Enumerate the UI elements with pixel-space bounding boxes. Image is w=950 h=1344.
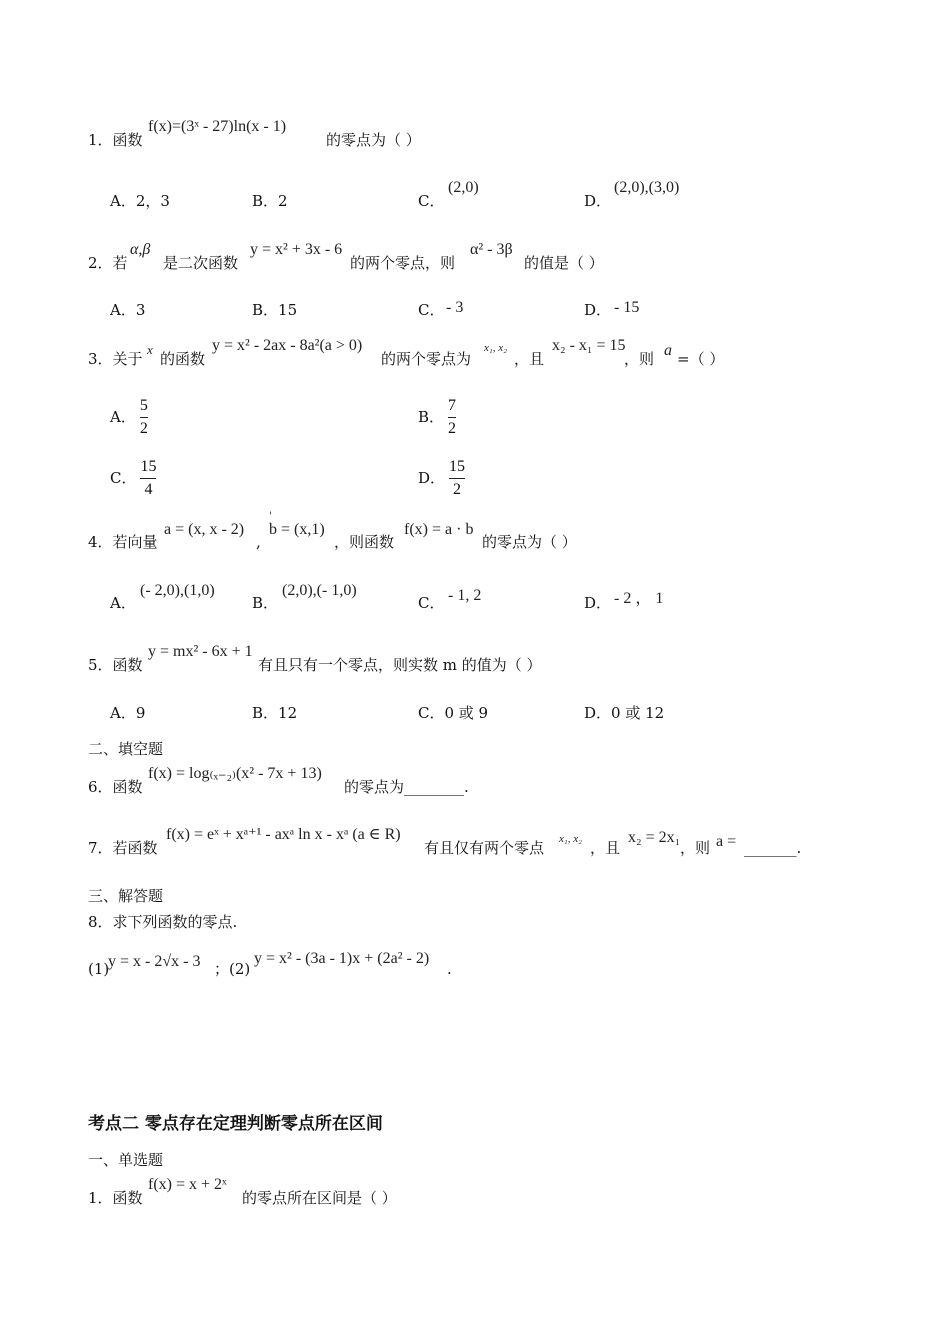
q3-option-a-label: A． — [110, 408, 136, 427]
denominator: 2 — [453, 481, 462, 499]
q3-math-a: a — [664, 342, 672, 359]
q3-text-1: 的函数 — [160, 350, 206, 368]
denominator: 2 — [139, 420, 148, 438]
q3-option-c — [110, 458, 156, 500]
denominator: 4 — [144, 481, 153, 499]
q6-math-function: f(x) = log₍ₓ₋₂₎(x² - 7x + 13) — [148, 765, 322, 782]
vector-arrow-icon: ' — [269, 511, 272, 522]
q7-answer-blank: _______. — [744, 839, 802, 857]
q2-option-c-math: - 3 — [446, 299, 464, 316]
q4-math-vector-b: b = (x,1) — [269, 521, 325, 538]
q3-math-x: x — [147, 342, 153, 357]
q7-text-2: ，且 — [590, 839, 621, 857]
q5-text-1: 有且只有一个零点，则实数 m 的值为（ ） — [258, 656, 542, 674]
q3-option-c-fraction — [140, 458, 156, 500]
q3-text-3: ，且 — [514, 350, 545, 368]
q7-number: 7．若函数 — [88, 839, 158, 857]
q7-math-roots: x₁, x₂ — [559, 833, 582, 845]
q7-math-condition: x₂ = 2x₁ — [628, 829, 681, 846]
q8-number: 8．求下列函数的零点. — [88, 913, 238, 931]
q2-option-a: A．3 — [110, 301, 146, 319]
q3-option-d-fraction — [449, 458, 465, 500]
q3-option-a-fraction — [140, 397, 148, 439]
q8-separator: ；(2) — [214, 960, 251, 978]
q6-text-1: 的零点为________. — [344, 778, 469, 796]
q9-text-1: 的零点所在区间是（ ） — [242, 1189, 397, 1207]
q7-math-a: a = — [716, 833, 737, 850]
q8-part-1: (1) — [88, 960, 110, 978]
q3-option-c-label: C． — [110, 469, 137, 488]
q3-option-a — [110, 397, 148, 439]
q4-option-c-math: - 1, 2 — [448, 587, 482, 604]
q3-option-b-label: B． — [418, 408, 445, 427]
q4-option-d-math: - 2 ， 1 — [614, 590, 664, 607]
q4-option-a: A． — [110, 594, 136, 612]
q5-option-a: A．9 — [110, 704, 146, 722]
q7-text-3: ，则 — [680, 839, 711, 857]
q3-math-condition: x₂ - x₁ = 15 — [552, 337, 626, 354]
q2-text-3: 的值是（ ） — [524, 254, 604, 272]
q1-option-d: D． — [584, 192, 612, 210]
q5-option-c: C．0 或 9 — [418, 704, 489, 722]
q1-suffix: 的零点为（ ） — [326, 131, 421, 149]
q3-option-d-label: D． — [418, 469, 446, 488]
q8-math-function-2: y = x² - (3a - 1)x + (2a² - 2) — [254, 950, 430, 967]
q2-math-alpha-beta: α,β — [130, 241, 151, 258]
numerator: 15 — [140, 458, 157, 475]
numerator: 5 — [139, 397, 148, 414]
q4-text-3: 的零点为（ ） — [482, 533, 577, 551]
q3-math-roots: x₁, x₂ — [484, 342, 507, 354]
q1-option-c: C． — [418, 192, 445, 210]
q2-math-expression: α² - 3β — [470, 241, 513, 258]
q3-option-b — [418, 397, 456, 439]
q5-number: 5．函数 — [88, 656, 143, 674]
q5-math-function: y = mx² - 6x + 1 — [148, 643, 253, 660]
q2-text-1: 是二次函数 — [163, 254, 239, 272]
q1-option-a: A．2，3 — [110, 192, 170, 210]
q4-option-c: C． — [418, 594, 445, 612]
q2-option-d-math: - 15 — [614, 299, 640, 316]
q2-math-function: y = x² + 3x - 6 — [250, 241, 343, 258]
q1-formula: f(x)=(3ˣ - 27)ln(x - 1) — [148, 118, 287, 135]
q3-text-4: ，则 — [624, 350, 655, 368]
denominator: 2 — [448, 420, 457, 438]
q3-number: 3．关于 — [88, 350, 143, 368]
numerator: 15 — [449, 458, 466, 475]
section-fill-in-title: 二、填空题 — [88, 740, 164, 758]
q7-text-1: 有且仅有两个零点 — [424, 839, 545, 857]
q6-number: 6．函数 — [88, 778, 143, 796]
q4-option-a-math: (- 2,0),(1,0) — [140, 582, 215, 599]
q3-text-5: =（ ） — [677, 350, 725, 368]
q5-option-d: D．0 或 12 — [584, 704, 665, 722]
numerator: 7 — [448, 397, 457, 414]
q3-math-function: y = x² - 2ax - 8a²(a > 0) — [212, 337, 363, 354]
q4-text-2: ，则函数 — [334, 533, 395, 551]
q1-option-b: B．2 — [252, 192, 288, 210]
q4-math-vector-a: a = (x, x - 2) — [164, 521, 245, 538]
q4-option-b-math: (2,0),(- 1,0) — [282, 582, 357, 599]
q9-math-function: f(x) = x + 2ˣ — [148, 1176, 227, 1193]
q2-text-2: 的两个零点，则 — [350, 254, 456, 272]
q4-option-d: D． — [584, 594, 612, 612]
q2-number: 2．若 — [88, 254, 128, 272]
q8-end: . — [447, 960, 452, 978]
q5-option-b: B．12 — [252, 704, 298, 722]
q2-option-b: B．15 — [252, 301, 298, 319]
q2-option-d: D． — [584, 301, 612, 319]
q4-number: 4．若向量 — [88, 533, 158, 551]
section-solution-title: 三、解答题 — [88, 887, 164, 905]
q3-option-d — [418, 458, 465, 500]
q3-text-2: 的两个零点为 — [381, 350, 472, 368]
q1-option-c-math: (2,0) — [448, 179, 479, 196]
q7-math-function: f(x) = eˣ + xᵃ⁺¹ - axᵃ ln x - xᵃ (a ∈ R) — [166, 826, 401, 843]
q4-math-function: f(x) = a · b — [404, 521, 474, 538]
q1-number: 1．函数 — [88, 131, 143, 149]
q3-option-b-fraction — [448, 397, 456, 439]
q9-number: 1．函数 — [88, 1189, 143, 1207]
section-heading: 考点二 零点存在定理判断零点所在区间 — [88, 1114, 383, 1134]
q4-text-1: , — [256, 533, 261, 551]
q4-option-b: B． — [252, 594, 279, 612]
section-single-choice-title: 一、单选题 — [88, 1151, 164, 1169]
q1-option-d-math: (2,0),(3,0) — [614, 179, 680, 196]
q8-math-function-1: y = x - 2√x - 3 — [108, 953, 201, 970]
q2-option-c: C． — [418, 301, 445, 319]
